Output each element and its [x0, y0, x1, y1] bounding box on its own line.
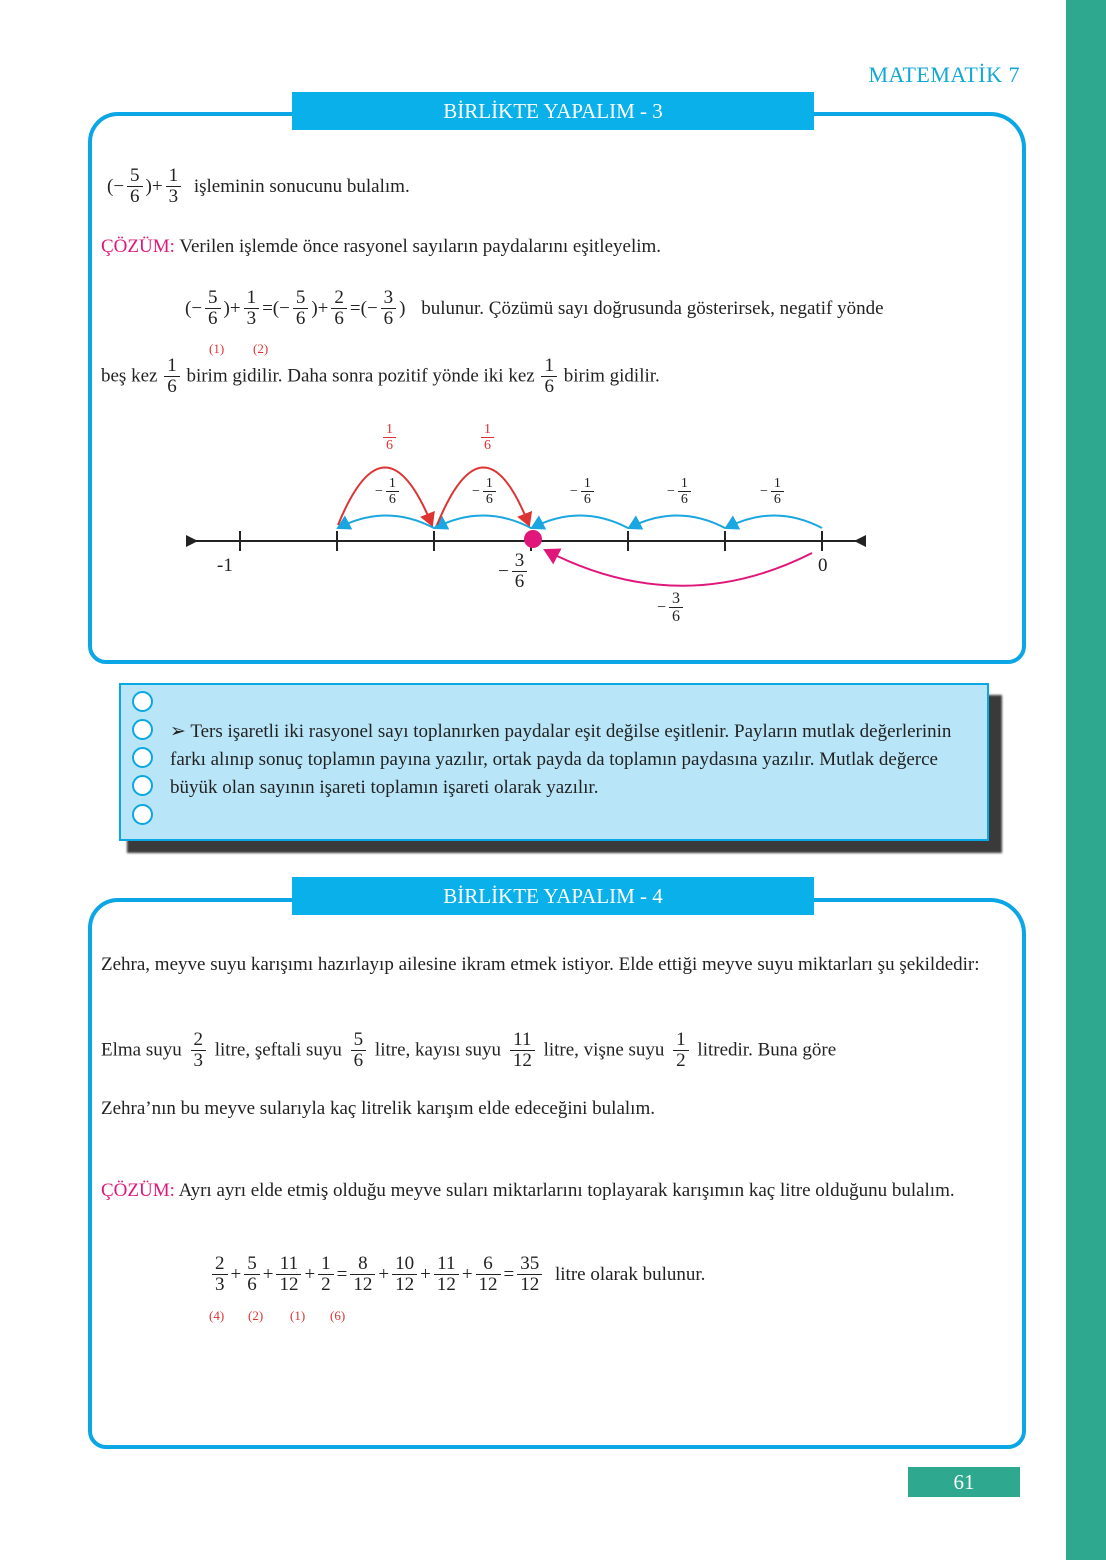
problem-text: işleminin sonucunu bulalım. [193, 175, 410, 197]
section4-intro: Zehra, meyve suyu karışımı hazırlayıp ailesine ikram etmek istiyor. Elde ettiği meyve suyu miktarları şu şekildedir: [101, 954, 980, 975]
total-jump-label: − $\frac{3}{6}$ [656, 590, 685, 625]
point-label: − $\frac{3}{6}$ [497, 551, 529, 592]
number-line-diagram [0, 0, 1106, 700]
juice-text-5: litredir. Buna göre [697, 1039, 837, 1061]
note-bullet: ➢ [170, 721, 186, 742]
neg-step-arrow [435, 516, 531, 529]
solution-label: ÇÖZÜM: [101, 236, 175, 257]
binder-ring [132, 804, 153, 825]
pos-step-label: $\frac{1}{6}$ [479, 422, 496, 453]
binder-ring [132, 691, 153, 712]
section3-title: BİRLİKTE YAPALIM - 3 [292, 92, 814, 130]
result-point [524, 530, 542, 548]
neg-step-label: − $\frac{1}{6}$ [759, 476, 786, 507]
section4-solution [101, 1177, 1016, 1204]
axis-label-left: -1 [217, 555, 233, 576]
juice-text-3: litre, kayısı suyu [374, 1039, 502, 1061]
axis-right-arrow [854, 535, 866, 547]
section4-equation: $\frac{2}{3}$ + $\frac{5}{6}$ + $\frac{11}{12}$ + $\frac{1}{2}$ = $\frac{8}{12}$ + $\frac{10}{12}$ + $\frac{11}{12}$ + $\frac{6}{12}$ = $\frac{35}{12}$ litre olarak bulunur. [210, 1254, 705, 1295]
walk-text-3: birim gidilir. [563, 365, 660, 387]
section4-juice-line: Elma suyu $\frac{2}{3}$ litre, şeftali suyu $\frac{5}{6}$ litre, kayısı suyu $\frac{11}{12}$ litre, vişne suyu $\frac{1}{2}$ litredir. Buna göre [101, 1029, 837, 1071]
section3-walk-line: beş kez $\frac{1}{6}$ birim gidilir. Daha sonra pozitif yönde iki kez $\frac{1}{6}$ birim gidilir. [101, 355, 660, 397]
label-1b: (1) [290, 1308, 306, 1323]
juice-text-2: litre, şeftali suyu [214, 1039, 342, 1061]
axis-left-arrow [186, 535, 198, 547]
axis-label-right: 0 [818, 555, 828, 576]
binder-ring [132, 775, 153, 796]
section4-title: BİRLİKTE YAPALIM - 4 [292, 877, 814, 915]
solution-text: Verilen işlemde önce rasyonel sayıların paydalarını eşitleyelim. [179, 236, 662, 257]
result4-text: litre olarak bulunur. [555, 1263, 706, 1285]
neg-step-label: − $\frac{1}{6}$ [666, 476, 693, 507]
neg-step-arrow [338, 516, 434, 529]
neg-step-label: − $\frac{1}{6}$ [569, 476, 596, 507]
binder-ring [132, 719, 153, 740]
note-content [170, 718, 970, 802]
neg-step-arrow [629, 516, 725, 529]
label-4: (4) [209, 1308, 225, 1323]
neg-step-label: − $\frac{1}{6}$ [374, 476, 401, 507]
note-text: Ters işaretli iki rasyonel sayı toplanırken paydalar eşit değilse eşitlenir. Payların mutlak değerlerinin farkı alınıp sonuç toplamın payına yazılır, ortak payda da toplamın paydasına yazılır. Mutlak değerce büyük olan sayının işareti toplamın işareti olarak yazılır. [170, 721, 952, 798]
binder-ring [132, 747, 153, 768]
section4-question: Zehra’nın bu meyve sularıyla kaç litrelik karışım elde edeceğini bulalım. [101, 1098, 655, 1119]
walk-text-2: birim gidilir. Daha sonra pozitif yönde iki kez [186, 365, 535, 387]
solution4-text: Ayrı ayrı elde etmiş olduğu meyve suları miktarlarını toplayarak karışımın kaç litre olduğunu bulalım. [178, 1180, 955, 1201]
label-6: (6) [330, 1308, 346, 1323]
result-text: bulunur. Çözümü sayı doğrusunda gösterirsek, negatif yönde [421, 297, 884, 319]
solution4-label: ÇÖZÜM: [101, 1180, 175, 1201]
page-header: MATEMATİK 7 [868, 62, 1020, 87]
neg-step-arrow [726, 516, 822, 529]
pos-step-label: $\frac{1}{6}$ [381, 422, 398, 453]
juice-text-1: Elma suyu [101, 1039, 182, 1061]
section3-equation: (− $\frac{5}{6}$ )+ $\frac{1}{3}$ =(− $\frac{5}{6}$ )+ $\frac{2}{6}$ =(− $\frac{3}{6}$ ) bulunur. Çözümü sayı doğrusunda gösterirsek, negatif yönde [185, 287, 884, 329]
label-2: (2) [253, 341, 269, 356]
section4-panel [88, 898, 1026, 1449]
label-1: (1) [209, 341, 225, 356]
juice-text-4: litre, vişne suyu [543, 1039, 665, 1061]
neg-step-arrow [532, 516, 628, 529]
page-number: 61 [908, 1467, 1020, 1497]
section3-problem: (− $\frac{5}{6}$ )+ $\frac{1}{3}$ işleminin sonucunu bulalım. [107, 165, 410, 207]
label-2b: (2) [248, 1308, 264, 1323]
total-jump-arrow [545, 550, 812, 586]
neg-step-label: − $\frac{1}{6}$ [471, 476, 498, 507]
walk-text-1: beş kez [101, 365, 158, 387]
